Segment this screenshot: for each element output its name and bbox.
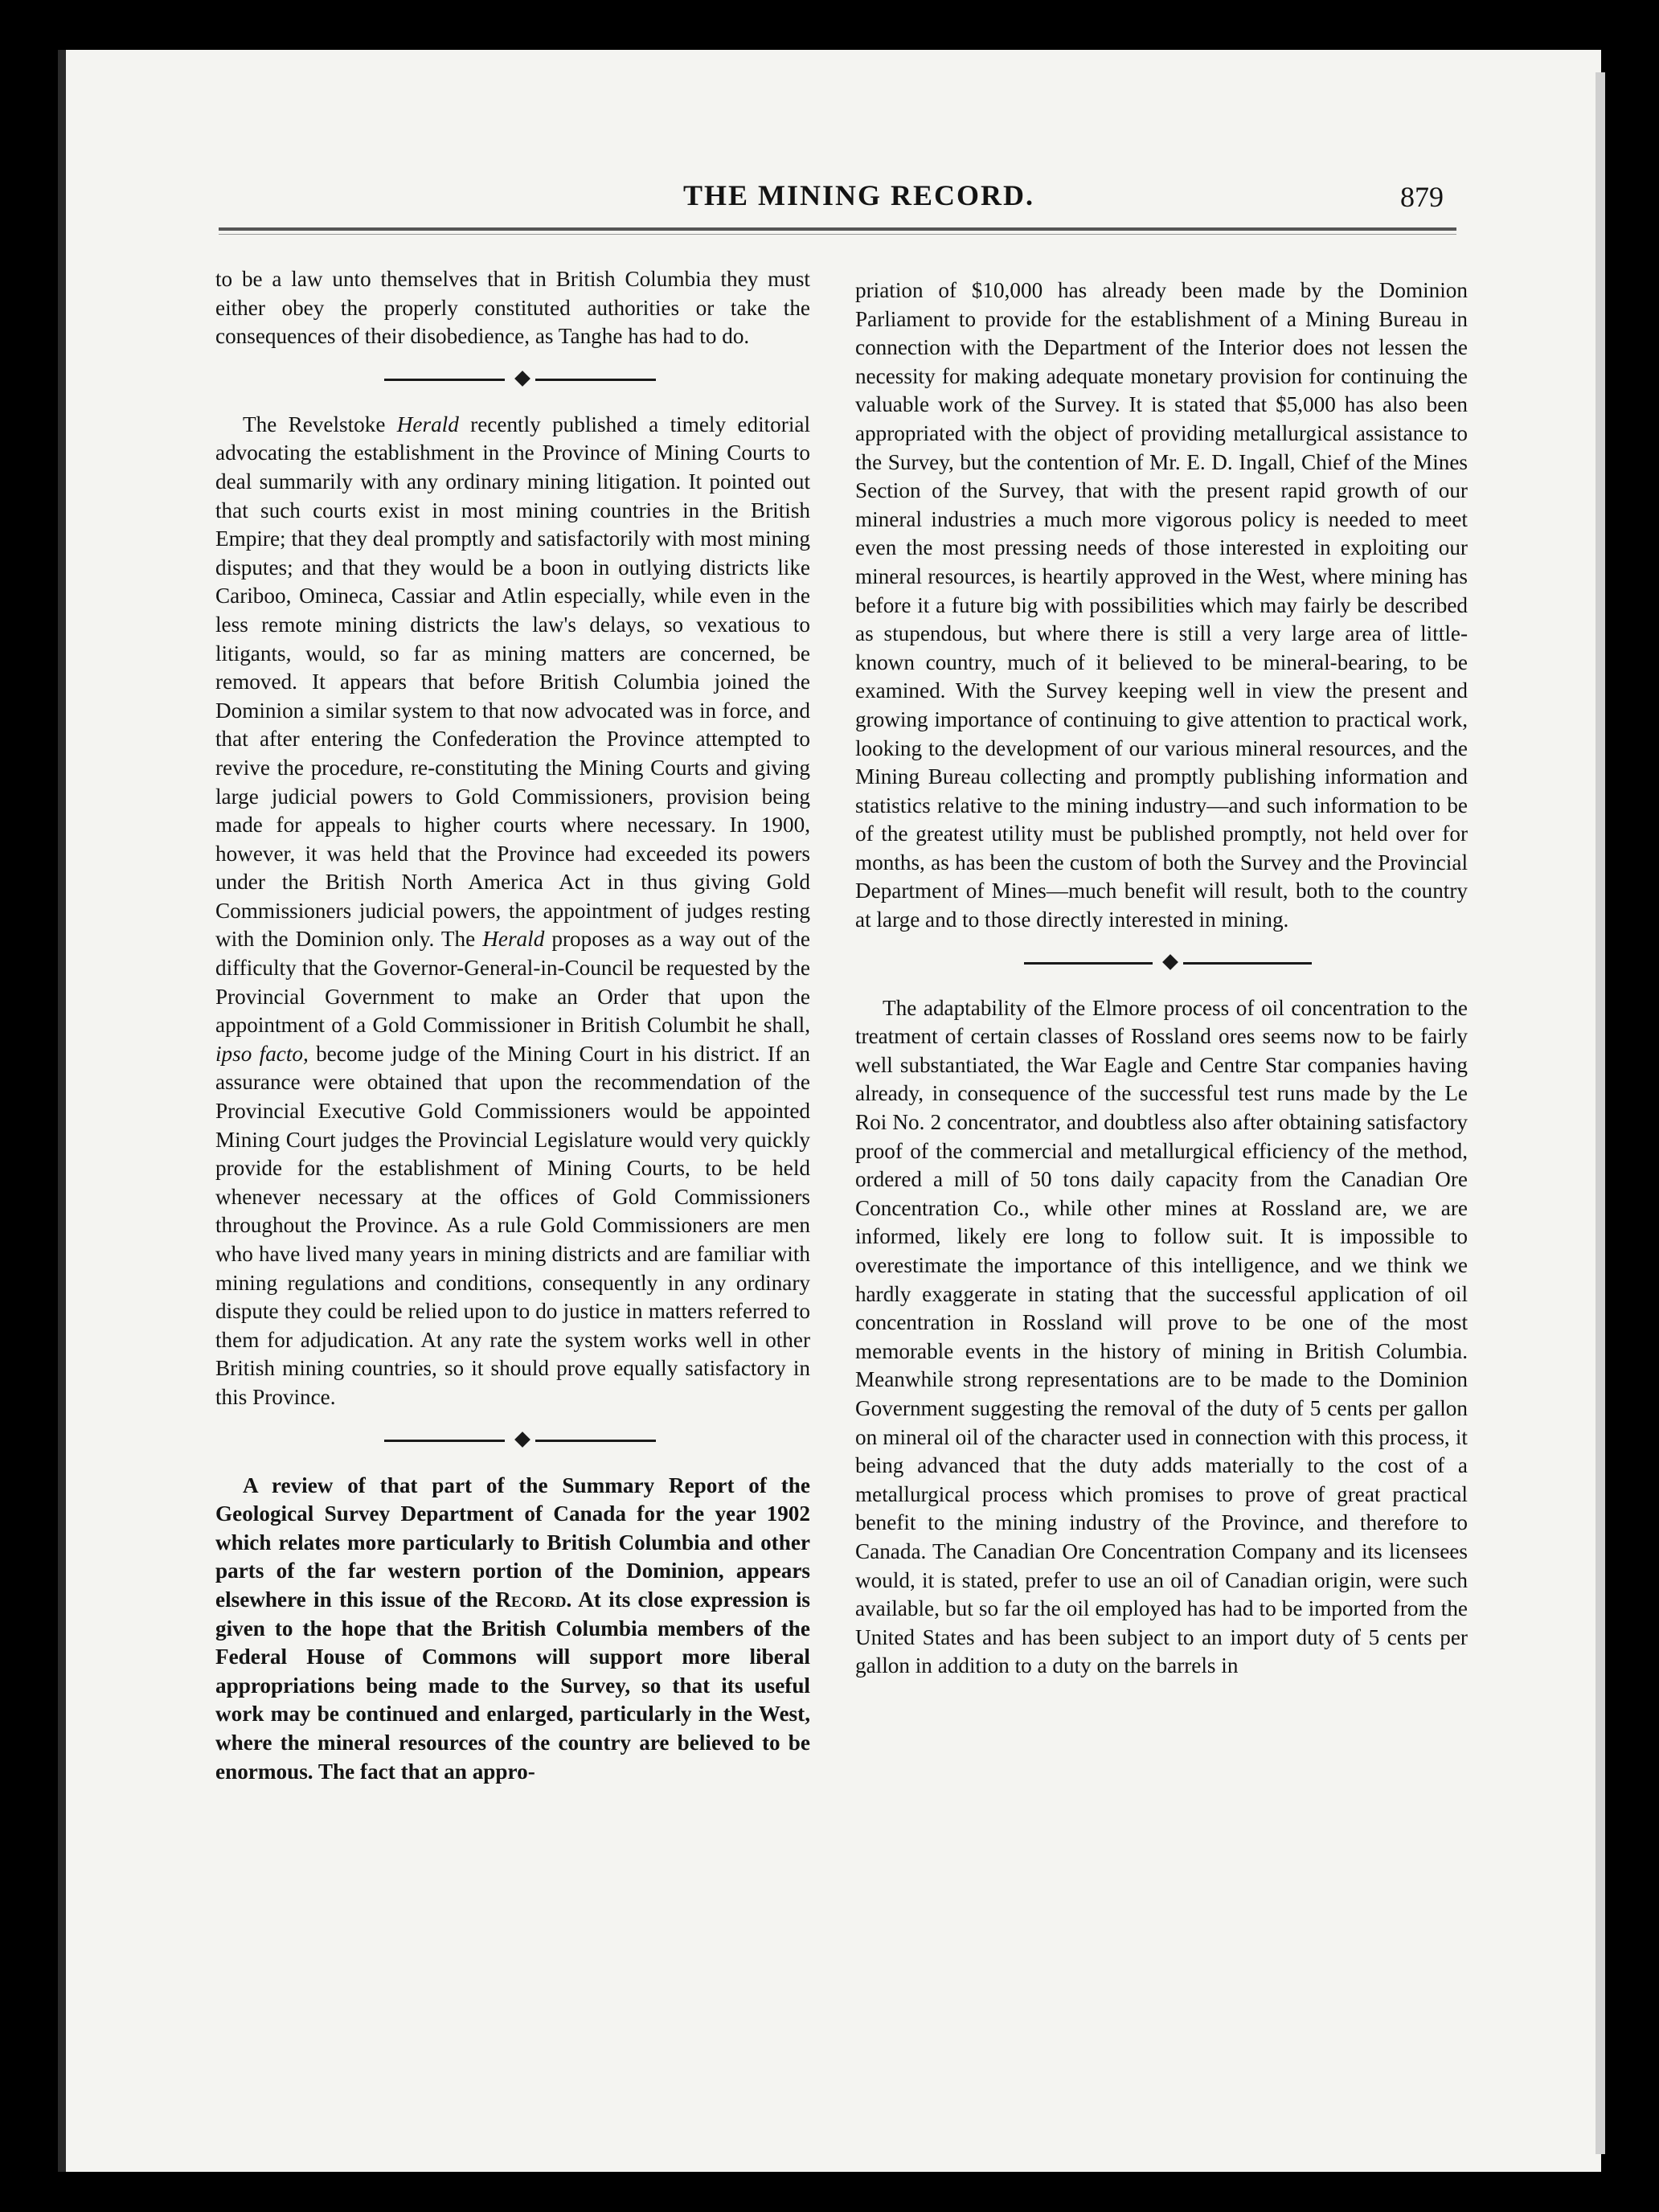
left-column bbox=[215, 265, 810, 1786]
paragraph-continuation: to be a law unto themselves that in British Columbia they must either obey the properly constituted authorities or take the consequences of their disobedience, as Tanghe has had to do. bbox=[215, 267, 810, 349]
running-header bbox=[219, 178, 1456, 219]
right-column bbox=[855, 276, 1468, 1681]
header-rule-thin bbox=[219, 234, 1456, 235]
section-ornament bbox=[855, 943, 1468, 985]
section-ornament bbox=[215, 1420, 810, 1462]
page-edge bbox=[1596, 72, 1605, 2154]
paragraph-elmore-process: The adaptability of the Elmore process of oil concentration to the treatment of certain classes of Rossland ores seems now to be fairly well substantiated, the War Eagle and Centre Star companies having already, in consequence of the successful test runs made by the Le Roi No. 2 concentrator, and doubtless also after obtaining satisfactory proof of the commercial and metallurgical efficiency of the method, ordered a mill of 50 tons daily capacity from the Canadian Ore Concentration Co., while other mines at Rossland are, we are informed, likely ere long to follow suit. It is impossible to overestimate the importance of this intelligence, and we think we hardly exaggerate in stating that the successful application of oil concentration in Rossland will prove to be one of the most memorable events in the history of mining in British Columbia. Meanwhile strong representations are to be made to the Dominion Government suggesting the removal of the duty of 5 cents per gallon on mineral oil of the character used in connection with this process, it being advanced that the duty adds materially to the cost of a metallurgical process which promises to prove of great practical benefit to the mining industry of the Province, and therefore to Canada. The Canadian Ore Concentration Company and its licensees would, it is stated, prefer to use an oil of Canadian origin, were such available, but so far the oil employed has had to be imported from the United States and has been subject to an import duty of 5 cents per gallon in addition to a duty on the barrels in bbox=[855, 995, 1468, 1678]
binding-edge bbox=[58, 50, 66, 2172]
journal-title: THE MINING RECORD. bbox=[683, 179, 1035, 211]
paragraph-survey-report: A review of that part of the Summary Report of the Geological Survey Department of Canada for the year 1902 which relates more particularly to British Columbia and other parts of the far western portion of the Dominion, appears elsewhere in this issue of the Record. At its close expression is given to the hope that the British Columbia members of the Federal House of Commons will support more liberal appropriations being made to the Survey, so that its useful work may be continued and enlarged, particularly in the West, where the mineral resources of the country are believed to be enormous. The fact that an appro- bbox=[215, 1473, 810, 1784]
section-ornament bbox=[215, 359, 810, 401]
paragraph-mining-courts: The Revelstoke Herald recently published a timely editorial advocating the establishment in the Province of Mining Courts to deal summarily with any ordinary mining litigation. It pointed out that such courts exist in most mining countries in the British Empire; that they deal promptly and satisfactorily with most mining disputes; and that they would be a boon in outlying districts like Cariboo, Omineca, Cassiar and Atlin especially, while even in the less remote mining districts the law's delays, so vexatious to litigants, would, so far as mining matters are concerned, be removed. It appears that before British Columbia joined the Dominion a similar system to that now advocated was in force, and that after entering the Confederation the Province attempted to revive the procedure, re-constituting the Mining Courts and giving large judicial powers to Gold Commissioners, provision being made for appeals to higher courts where necessary. In 1900, however, it was held that the Province had exceeded its powers under the British North America Act in thus giving Gold Commissioners judicial powers, the appointment of judges resting with the Dominion only. The Herald proposes as a way out of the difficulty that the Governor-General-in-Council be requested by the Provincial Government to make an Order that upon the appointment of a Gold Commissioner in British Columbit he shall, ipso facto, become judge of the Mining Court in his district. If an assurance were obtained that upon the recommendation of the Provincial Executive Gold Commissioners would be appointed Mining Court judges the Provincial Legislature would very quickly provide for the establishment of Mining Courts, to be held whenever necessary at the offices of Gold Commissioners throughout the Province. As a rule Gold Commissioners are men who have lived many years in mining districts and are familiar with mining regulations and conditions, consequently in any ordinary dispute they could be relied upon to do justice in matters referred to them for adjudication. At any rate the system works well in other British mining countries, so it should prove equally satisfactory in this Province. bbox=[215, 412, 811, 1409]
header-rule bbox=[219, 227, 1456, 231]
page-number: 879 bbox=[1400, 181, 1444, 213]
paragraph-appropriation: priation of $10,000 has already been made by the Dominion Parliament to provide for the establishment of a Mining Bureau in connection with the Department of the Interior does not lessen the necessity for making adequate monetary provision for continuing the valuable work of the Survey. It is stated that $5,000 has also been appropriated with the object of providing metallurgical assistance to the Survey, but the contention of Mr. E. D. Ingall, Chief of the Mines Section of the Survey, that with the present rapid growth of our mineral industries a much more vigorous policy is needed to meet even the most pressing needs of those interested in exploiting our mineral resources, is heartily approved in the West, where mining has before it a future big with possibilities which may fairly be described as stupendous, but where there is still a very large area of little-known country, much of it believed to be mineral-bearing, to be examined. With the Survey keeping well in view the present and growing importance of continuing to give attention to practical work, looking to the development of our various mineral resources, and the Mining Bureau collecting and promptly publishing information and statistics relative to the mining industry—and such information to be of the greatest utility must be published promptly, not held over for months, as has been the custom of both the Survey and the Provincial Department of Mines—much benefit will result, both to the country at large and to those directly interested in mining. bbox=[855, 278, 1468, 932]
